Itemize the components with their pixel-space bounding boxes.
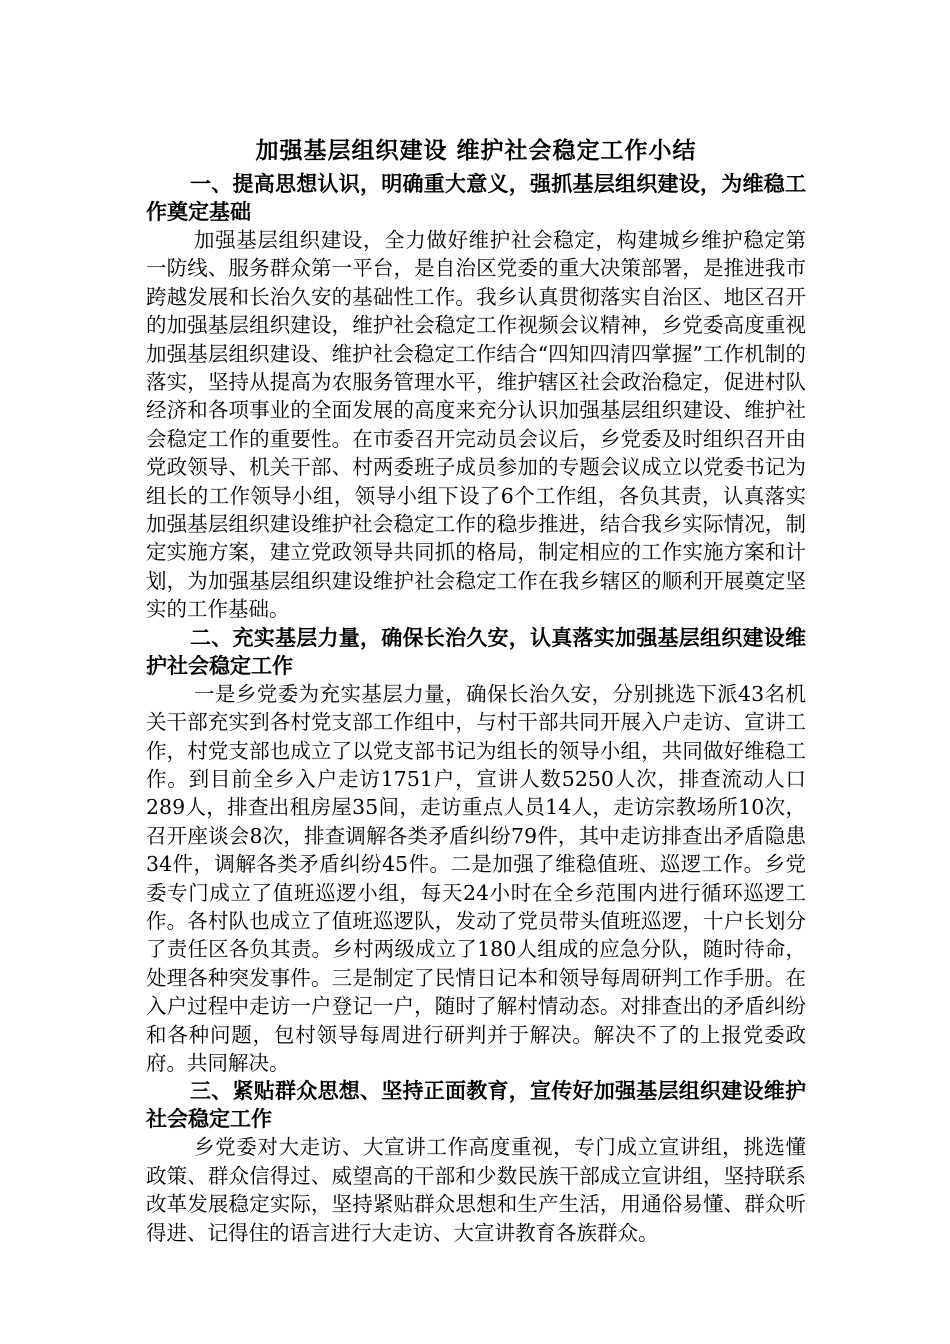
section-3-heading: 三、紧贴群众思想、坚持正面教育，宣传好加强基层组织建设维护社会稳定工作 xyxy=(146,1079,806,1132)
section-1-body: 加强基层组织建设，全力做好维护社会稳定，构建城乡维护稳定第一防线、服务群众第一平台，是自治区党委的重大决策部署，是推进我市跨越发展和长治久安的基础性工作。我乡认真贯彻落实自治区、地区召开的加强基层组织建设，维护社会稳定工作视频会议精神，乡党委高度重视加强基层组织建设、维护社会稳定工作结合“四知四清四掌握”工作机制的落实，坚持从提高为农服务管理水平，维护辖区社会政治稳定，促进村队经济和各项事业的全面发展的高度来充分认识加强基层组织建设、维护社会稳定工作的重要性。在市委召开完动员会议后，乡党委及时组织召开由党政领导、机关干部、村两委班子成员参加的专题会议成立以党委书记为组长的工作领导小组，领导小组下设了6个工作组，各负其责，认真落实加强基层组织建设维护社会稳定工作的稳步推进，结合我乡实际情况，制定实施方案，建立党政领导共同抓的格局，制定相应的工作实施方案和计划，为加强基层组织建设维护社会稳定工作在我乡辖区的顺利开展奠定坚实的工作基础。 xyxy=(146,228,806,622)
document-page xyxy=(146,134,806,1247)
section-1-heading: 一、提高思想认识，明确重大意义，强抓基层组织建设，为维稳工作奠定基础 xyxy=(146,172,806,224)
section-3-body: 乡党委对大走访、大宣讲工作高度重视，专门成立宣讲组，挑选懂政策、群众信得过、威望高的干部和少数民族干部成立宣讲组，坚持联系改革发展稳定实际，坚持紧贴群众思想和生产生活，用通俗易懂、群众听得进、记得住的语言进行大走访、大宣讲教育各族群众。 xyxy=(146,1135,806,1245)
section-2-body: 一是乡党委为充实基层力量，确保长治久安，分别挑选下派43名机关干部充实到各村党支部工作组中，与村干部共同开展入户走访、宣讲工作，村党支部也成立了以党支部书记为组长的领导小组，共同做好维稳工作。到目前全乡入户走访1751户，宣讲人数5250人次，排查流动人口289人，排查出租房屋35间，走访重点人员14人，走访宗教场所10次，召开座谈会8次，排查调解各类矛盾纠纷79件，其中走访排查出矛盾隐患34件，调解各类矛盾纠纷45件。二是加强了维稳值班、巡逻工作。乡党委专门成立了值班巡逻小组，每天24小时在全乡范围内进行循环巡逻工作。各村队也成立了值班巡逻队，发动了党员带头值班巡逻，十户长划分了责任区各负其责。乡村两级成立了180人组成的应急分队，随时待命，处理各种突发事件。三是制定了民情日记本和领导每周研判工作手册。在入户过程中走访一户登记一户，随时了解村情动态。对排查出的矛盾纠纷和各种问题，包村领导每周进行研判并于解决。解决不了的上报党委政府。共同解决。 xyxy=(146,681,806,1075)
document-title: 加强基层组织建设 维护社会稳定工作小结 xyxy=(255,138,697,164)
section-2-heading: 二、充实基层力量，确保长治久安，认真落实加强基层组织建设维护社会稳定工作 xyxy=(146,625,806,678)
